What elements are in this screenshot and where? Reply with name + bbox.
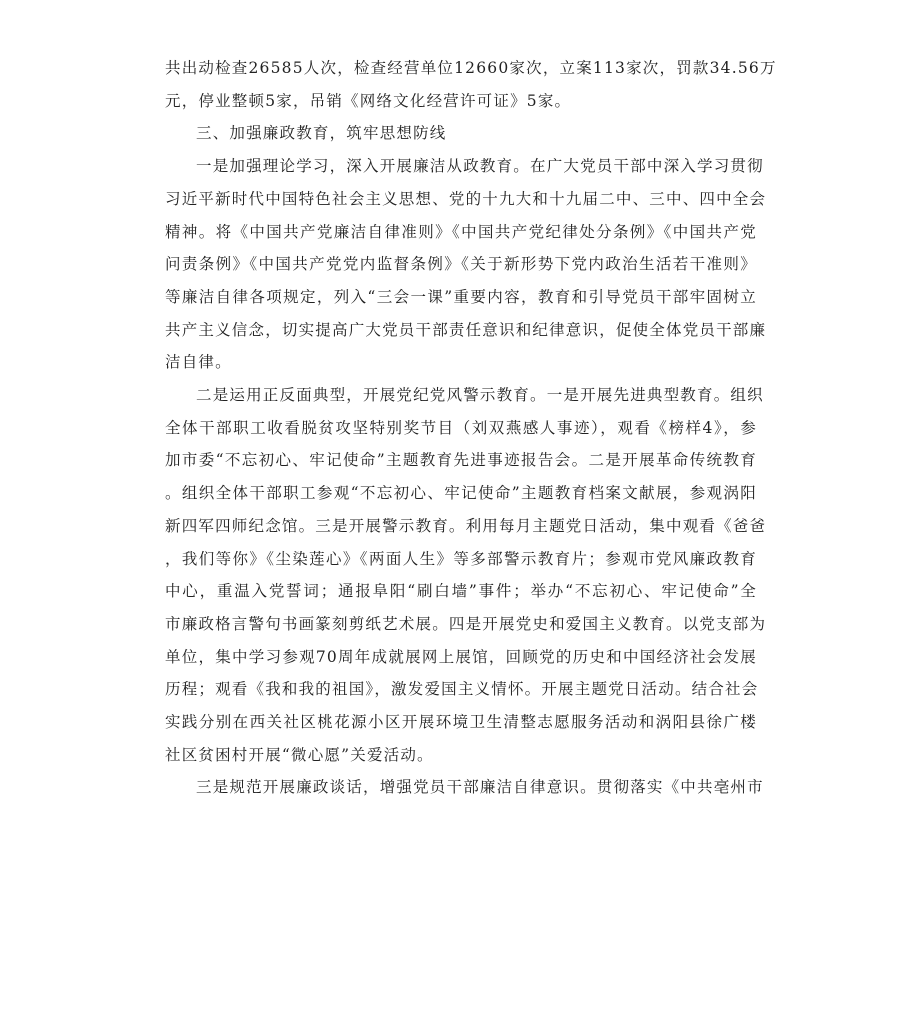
text-line: 元，停业整顿5家，吊销《网络文化经营许可证》5家。: [165, 91, 572, 110]
text-line: 中心，重温入党誓词；通报阜阳“刷白墙”事件；举办“不忘初心、牢记使命”全: [165, 582, 757, 601]
text-line: 等廉洁自律各项规定，列入“三会一课”重要内容，教育和引导党员干部牢固树立: [165, 287, 757, 306]
text-line: 单位，集中学习参观70周年成就展网上展馆，回顾党的历史和中国经济社会发展: [165, 647, 757, 666]
text-line: 习近平新时代中国特色社会主义思想、党的十九大和十九届二中、三中、四中全会: [165, 189, 767, 208]
text-line: 加市委“不忘初心、牢记使命”主题教育先进事迹报告会。二是开展革命传统教育: [165, 451, 757, 470]
text-line: 实践分别在西关社区桃花源小区开展环境卫生清整志愿服务活动和涡阳县徐广楼: [165, 713, 757, 732]
text-line: 三是规范开展廉政谈话，增强党员干部廉洁自律意识。贯彻落实《中共亳州市: [196, 778, 764, 797]
text-line: 全体干部职工收看脱贫攻坚特别奖节目（刘双燕感人事迹），观看《榜样4》，参: [165, 418, 757, 437]
text-line: 二是运用正反面典型，开展党纪党风警示教育。一是开展先进典型教育。组织: [196, 386, 764, 405]
text-line: 问责条例》《中国共产党党内监督条例》《关于新形势下党内政治生活若干准则》: [165, 255, 757, 274]
text-line: 一是加强理论学习，深入开展廉洁从政教育。在广大党员干部中深入学习贯彻: [196, 157, 764, 176]
text-line: ，我们等你》《尘染莲心》《两面人生》等多部警示教育片；参观市党风廉政教育: [165, 549, 757, 568]
text-line: 新四军四师纪念馆。三是开展警示教育。利用每月主题党日活动，集中观看《爸爸: [165, 516, 767, 535]
text-line: 精神。将《中国共产党廉洁自律准则》《中国共产党纪律处分条例》《中国共产党: [165, 222, 757, 241]
text-line: 共产主义信念，切实提高广大党员干部责任意识和纪律意识，促使全体党员干部廉: [165, 320, 767, 339]
text-line: 洁自律。: [165, 353, 232, 372]
text-line: 历程；观看《我和我的祖国》，激发爱国主义情怀。开展主题党日活动。结合社会: [165, 680, 759, 699]
text-line: 。组织全体干部职工参观“不忘初心、牢记使命”主题教育档案文献展，参观涡阳: [165, 484, 757, 503]
paragraph-theory-study: [165, 150, 767, 379]
section-heading: 三、加强廉政教育，筑牢思想防线: [196, 124, 447, 143]
text-line: 共出动检查26585人次，检查经营单位12660家次，立案113家次，罚款34.56万: [165, 59, 777, 77]
paragraph-integrity-talks: [165, 771, 764, 804]
paragraph-warning-education: [165, 379, 767, 771]
text-line: 社区贫困村开展“微心愿”关爱活动。: [165, 745, 434, 764]
text-line: 市廉政格言警句书画篆刻剪纸艺术展。四是开展党史和爱国主义教育。以党支部为: [165, 614, 767, 633]
paragraph-enforcement-stats: [165, 52, 777, 117]
document-body: [165, 52, 777, 804]
